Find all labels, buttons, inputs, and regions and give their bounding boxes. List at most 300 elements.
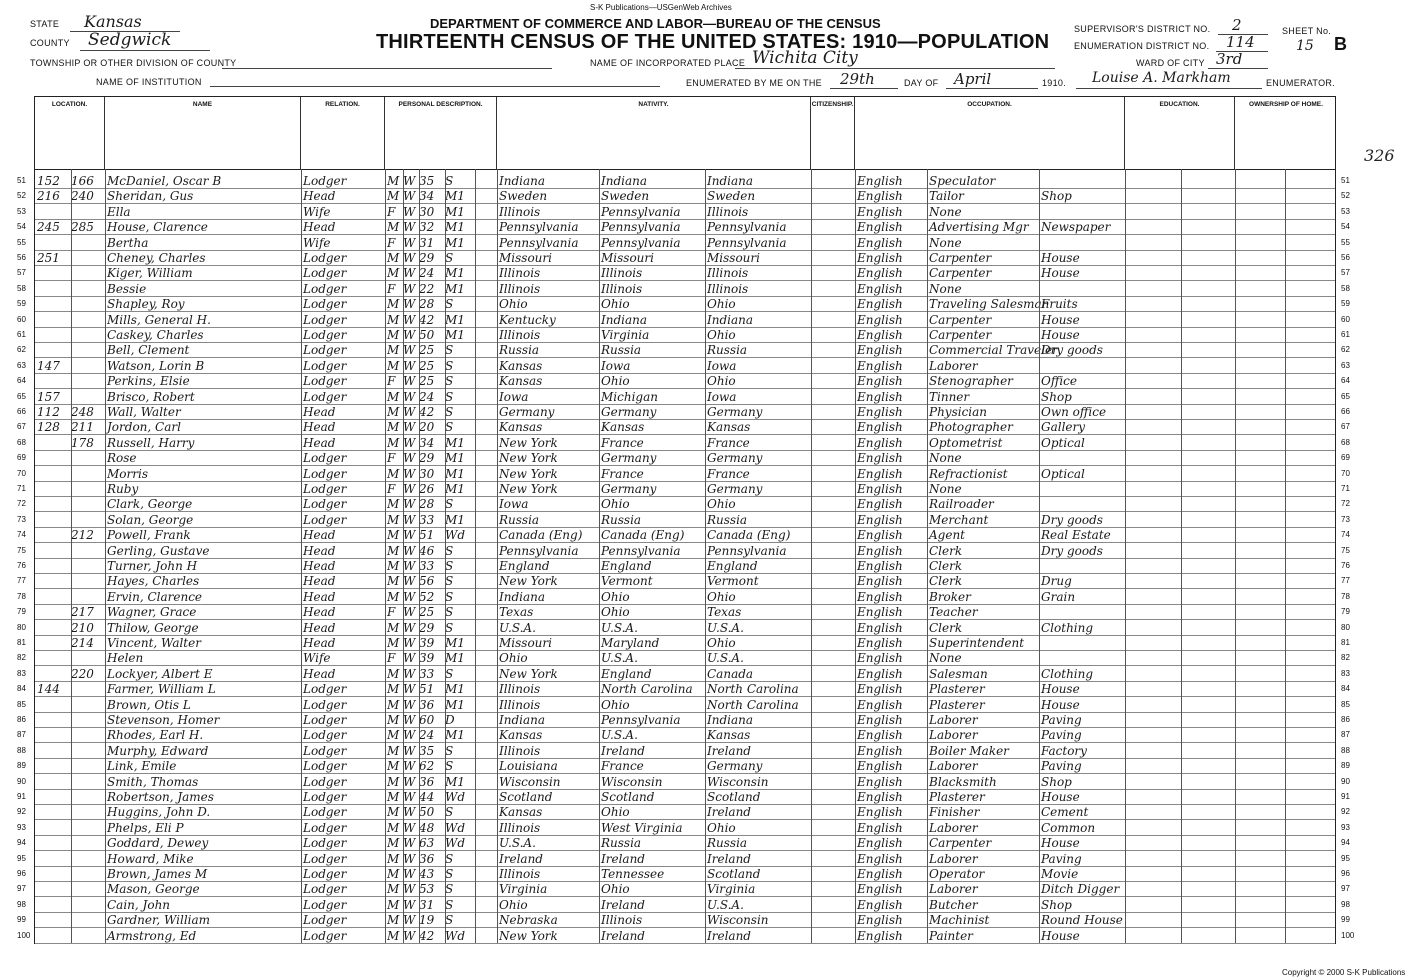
cell-sex: M [387,312,400,327]
cell-mpob: Virginia [707,882,756,897]
line-number-right: 99 [1341,915,1350,925]
cell-pob: Sweden [499,189,548,204]
cell-occ: Clerk [929,559,963,573]
footer-copyright: Copyright © 2000 S-K Publications [1282,968,1406,977]
cell-mpob: North Carolina [707,697,799,712]
line-number-left: 92 [17,807,26,817]
enumerator-label: ENUMERATOR. [1266,78,1335,88]
line-number-right: 74 [1341,530,1350,540]
cell-pob: Russia [499,512,540,527]
cell-name: Helen [107,651,144,666]
cell-ind: Own office [1041,405,1107,419]
line-number-left: 59 [17,299,26,309]
cell-ms: S [445,174,454,188]
cell-rel: Head [303,420,336,435]
cell-sex: M [387,174,400,188]
grid-vline [599,169,600,943]
cell-pob: Kansas [499,374,543,389]
cell-pob: Indiana [499,589,546,604]
cell-name: Vincent, Walter [107,636,201,650]
cell-occ: Railroader [929,497,994,512]
cell-age: 51 [419,528,435,543]
line-number-left: 75 [17,545,26,555]
cell-sex: M [387,435,400,450]
cell-rel: Lodger [303,713,347,727]
cell-race: W [403,820,416,835]
cell-age: 36 [419,851,435,866]
cell-ind: House [1041,266,1080,281]
cell-age: 42 [419,405,435,419]
line-number-left: 64 [17,376,26,386]
cell-occ: Superintendent [929,636,1025,650]
line-number-left: 85 [17,699,26,709]
cell-fpob: Ireland [601,743,645,758]
cell-mpob: Ohio [707,297,736,312]
cell-lang: English [857,559,903,573]
cell-name: Kiger, William [107,266,193,281]
cell-age: 43 [419,867,435,881]
supervisor-value: 2 [1232,16,1242,34]
cell-fpob: Ohio [601,882,630,897]
line-number-right: 63 [1341,360,1350,370]
line-number-right: 59 [1341,299,1350,309]
cell-name: Armstrong, Ed [107,928,197,943]
cell-fpob: France [601,466,644,481]
line-number-left: 84 [17,684,26,694]
cell-occ: Salesman [929,666,988,681]
cell-age: 36 [419,697,435,712]
cell-race: W [403,451,416,466]
cell-name: House, Clarence [107,220,208,235]
cell-fpob: U.S.A. [601,620,638,635]
cell-race: W [403,266,416,281]
month-value: April [954,70,992,88]
cell-ms: D [445,713,455,727]
cell-fam: 212 [71,528,94,543]
cell-race: W [403,389,416,404]
cell-age: 42 [419,312,435,327]
cell-name: Farmer, William L [107,682,216,697]
cell-age: 50 [419,328,435,342]
cell-name: Shapley, Roy [107,297,185,312]
cell-age: 35 [419,174,435,188]
line-number-left: 61 [17,330,26,339]
cell-rel: Lodger [303,312,347,327]
cell-age: 50 [419,805,435,820]
cell-ms: S [445,559,454,573]
cell-rel: Wife [303,235,331,250]
line-number-left: 52 [17,191,26,201]
cell-ind: Optical [1041,435,1085,450]
cell-mpob: France [707,466,750,481]
cell-lang: English [857,882,903,897]
cell-age: 24 [419,728,435,743]
cell-ms: S [445,897,454,912]
line-number-right: 92 [1341,807,1350,817]
cell-age: 36 [419,774,435,789]
ward-value: 3rd [1216,50,1243,68]
cell-occ: Clerk [929,620,963,635]
enumerator-value: Louise A. Markham [1092,70,1231,86]
cell-age: 39 [419,651,435,666]
cell-name: Russell, Harry [107,435,195,450]
cell-fpob: Sweden [601,189,650,204]
grid-vline [385,169,386,943]
cell-pob: New York [499,574,558,589]
cell-ind: Clothing [1041,620,1094,635]
cell-ms: M1 [445,220,465,235]
cell-occ: None [929,451,962,466]
cell-mpob: Indiana [707,174,754,188]
line-number-right: 62 [1341,345,1350,355]
cell-ind: Shop [1041,897,1072,912]
cell-name: Clark, George [107,497,193,512]
sheet-value: 15 [1296,38,1314,54]
grid-vline [71,169,72,943]
cell-rel: Lodger [303,374,347,389]
cell-name: Morris [107,466,148,481]
line-number-right: 79 [1341,607,1350,617]
source-banner: S-K Publications—USGenWeb Archives [590,3,732,12]
cell-name: Watson, Lorin B [107,358,205,373]
cell-ind: House [1041,928,1080,943]
cell-race: W [403,928,416,943]
cell-fpob: Ohio [601,374,630,389]
cell-mpob: Illinois [707,204,749,219]
cell-rel: Lodger [303,774,347,789]
cell-ms: M1 [445,512,465,527]
cell-fam: 211 [71,420,94,435]
cell-occ: Plasterer [929,682,985,697]
cell-lang: English [857,343,903,358]
cell-age: 28 [419,297,435,312]
cell-ms: S [445,805,454,820]
cell-sex: M [387,589,400,604]
cell-ind: House [1041,312,1080,327]
cell-sex: M [387,528,400,543]
cell-name: Wagner, Grace [107,605,197,620]
cell-pob: Ohio [499,651,528,666]
cell-sex: M [387,420,400,435]
cell-pob: Illinois [499,281,541,296]
cell-sex: M [387,774,400,789]
cell-lang: English [857,836,903,851]
cell-ind: Shop [1041,389,1072,404]
county-label: COUNTY [30,38,70,48]
stamp-number: 326 [1364,146,1395,165]
cell-fpob: England [601,559,652,573]
cell-ms: M1 [445,451,465,466]
cell-ind: Dry goods [1041,543,1103,558]
cell-occ: Commercial Traveler [929,343,1058,358]
grid-vline [419,169,420,943]
cell-ind: Dry goods [1041,512,1103,527]
cell-lang: English [857,251,903,265]
cell-fpob: Canada (Eng) [601,528,685,543]
line-number-left: 63 [17,360,26,370]
line-number-left: 87 [17,730,26,740]
cell-ms: S [445,251,454,265]
cell-race: W [403,328,416,342]
cell-race: W [403,512,416,527]
cell-rel: Head [303,220,336,235]
cell-fam: 210 [71,620,94,635]
line-number-right: 68 [1341,437,1350,447]
cell-pob: Pennsylvania [499,235,579,250]
cell-ind: Office [1041,374,1077,389]
cell-fpob: Illinois [601,913,643,928]
cell-name: Lockyer, Albert E [107,666,213,681]
cell-lang: English [857,913,903,928]
cell-name: Huggins, John D. [107,805,211,820]
cell-age: 42 [419,928,435,943]
cell-pob: New York [499,482,558,496]
cell-sex: M [387,913,400,928]
enum-district-value: 114 [1226,33,1255,51]
cell-fpob: Ohio [601,605,630,620]
cell-dw: 128 [37,420,60,435]
cell-rel: Lodger [303,174,347,188]
cell-name: Link, Emile [107,759,177,774]
cell-pob: Ohio [499,297,528,312]
cell-pob: Canada (Eng) [499,528,583,543]
cell-pob: Pennsylvania [499,220,579,235]
cell-ms: Wd [445,528,466,543]
cell-dw: 152 [37,174,60,188]
cell-fpob: Russia [601,836,642,851]
cell-occ: Photographer [929,420,1013,435]
cell-sex: M [387,867,400,881]
cell-lang: English [857,297,903,312]
cell-name: Powell, Frank [107,528,191,543]
line-number-right: 72 [1341,499,1350,509]
cell-occ: Clerk [929,574,963,589]
cell-ind: Real Estate [1041,528,1111,543]
cell-race: W [403,836,416,851]
cell-mpob: Missouri [707,251,760,265]
cell-lang: English [857,728,903,743]
cell-occ: Laborer [929,358,978,373]
day-value: 29th [840,70,875,88]
line-number-right: 94 [1341,838,1350,848]
line-number-left: 58 [17,283,26,293]
cell-mpob: England [707,559,758,573]
line-number-left: 81 [17,638,26,647]
institution-label: NAME OF INSTITUTION [96,77,202,87]
cell-ind: House [1041,790,1080,804]
cell-race: W [403,220,416,235]
cell-occ: Broker [929,589,971,604]
cell-ms: S [445,405,454,419]
cell-pob: Virginia [499,882,548,897]
cell-ind: Grain [1041,589,1076,604]
cell-fpob: West Virginia [601,820,683,835]
cell-pob: Illinois [499,820,541,835]
cell-occ: Tinner [929,389,970,404]
cell-race: W [403,589,416,604]
cell-mpob: Illinois [707,266,749,281]
cell-age: 34 [419,189,435,204]
grid-vline [1125,169,1126,943]
cell-rel: Lodger [303,389,347,404]
cell-ms: S [445,743,454,758]
cell-mpob: Ohio [707,328,736,342]
cell-sex: F [387,204,396,219]
cell-name: Cain, John [107,897,171,912]
cell-occ: Painter [929,928,973,943]
line-number-right: 80 [1341,622,1350,632]
cell-rel: Lodger [303,928,347,943]
cell-mpob: Scotland [707,867,761,881]
cell-name: Brisco, Robert [107,389,195,404]
line-number-left: 78 [17,591,26,601]
cell-race: W [403,682,416,697]
line-number-right: 54 [1341,222,1350,232]
cell-rel: Head [303,636,336,650]
cell-race: W [403,605,416,620]
cell-occ: Speculator [929,174,996,188]
cell-ms: S [445,867,454,881]
cell-ms: M1 [445,482,465,496]
cell-lang: English [857,451,903,466]
cell-lang: English [857,805,903,820]
cell-occ: Stenographer [929,374,1013,389]
line-number-right: 64 [1341,376,1350,386]
line-number-right: 83 [1341,668,1350,678]
cell-occ: Tailor [929,189,964,204]
cell-ind: Cement [1041,805,1089,820]
cell-fpob: Tennessee [601,867,665,881]
cell-ind: Newspaper [1041,220,1111,235]
cell-lang: English [857,697,903,712]
line-number-left: 83 [17,668,26,678]
cell-lang: English [857,512,903,527]
cell-age: 30 [419,204,435,219]
cell-fpob: England [601,666,652,681]
cell-race: W [403,482,416,496]
cell-lang: English [857,790,903,804]
cell-fpob: Germany [601,451,657,466]
cell-sex: M [387,297,400,312]
cell-age: 29 [419,451,435,466]
cell-pob: Missouri [499,636,552,650]
line-number-left: 93 [17,822,26,832]
cell-rel: Lodger [303,497,347,512]
cell-mpob: Sweden [707,189,756,204]
cell-race: W [403,312,416,327]
line-number-right: 75 [1341,545,1350,555]
cell-sex: F [387,281,396,296]
line-number-right: 96 [1341,869,1350,878]
cell-ind: House [1041,836,1080,851]
cell-occ: Blacksmith [929,774,997,789]
cell-pob: Illinois [499,682,541,697]
cell-sex: M [387,189,400,204]
cell-mpob: Ohio [707,374,736,389]
cell-fpob: Pennsylvania [601,543,681,558]
cell-ind: Paving [1041,759,1082,774]
cell-ms: S [445,497,454,512]
cell-rel: Lodger [303,882,347,897]
cell-lang: English [857,435,903,450]
cell-race: W [403,651,416,666]
cell-name: Sheridan, Gus [107,189,194,204]
cell-name: Turner, John H [107,559,198,573]
cell-sex: M [387,389,400,404]
cell-lang: English [857,220,903,235]
cell-fpob: France [601,759,644,774]
cell-mpob: Wisconsin [707,774,769,789]
cell-fpob: Virginia [601,328,650,342]
cell-race: W [403,297,416,312]
cell-ms: S [445,913,454,928]
day-of-label: DAY OF [904,78,939,88]
cell-name: Brown, Otis L [107,697,191,712]
cell-race: W [403,851,416,866]
line-number-right: 61 [1341,330,1350,339]
cell-name: Gardner, William [107,913,211,928]
cell-race: W [403,189,416,204]
cell-occ: Carpenter [929,328,992,342]
cell-name: Bell, Clement [107,343,190,358]
line-number-left: 77 [17,576,26,586]
cell-age: 52 [419,589,435,604]
cell-ms: Wd [445,820,466,835]
cell-name: Ella [107,204,131,219]
cell-pob: Illinois [499,743,541,758]
cell-sex: M [387,805,400,820]
cell-fpob: Ohio [601,497,630,512]
cell-pob: Iowa [499,497,529,512]
cell-occ: Laborer [929,759,978,774]
cell-fpob: Wisconsin [601,774,663,789]
cell-age: 28 [419,497,435,512]
cell-pob: Wisconsin [499,774,561,789]
cell-rel: Head [303,435,336,450]
cell-ind: Paving [1041,851,1082,866]
line-number-right: 87 [1341,730,1350,740]
line-number-left: 65 [17,391,26,401]
cell-rel: Lodger [303,836,347,851]
cell-pob: Pennsylvania [499,543,579,558]
cell-rel: Lodger [303,897,347,912]
cell-fam: 166 [71,174,94,188]
line-number-left: 62 [17,345,26,355]
grid-vline [855,169,856,943]
cell-age: 48 [419,820,435,835]
cell-fpob: Vermont [601,574,653,589]
line-number-left: 82 [17,653,26,663]
cell-ms: S [445,851,454,866]
cell-sex: F [387,374,396,389]
cell-lang: English [857,574,903,589]
cell-rel: Head [303,574,336,589]
cell-occ: Physician [929,405,988,419]
cell-name: Smith, Thomas [107,774,199,789]
cell-pob: Illinois [499,867,541,881]
cell-age: 51 [419,682,435,697]
cell-name: Ruby [107,482,139,496]
cell-ind: Movie [1041,867,1079,881]
line-number-right: 57 [1341,268,1350,278]
line-number-right: 91 [1341,792,1350,801]
cell-fpob: Pennsylvania [601,713,681,727]
line-number-right: 100 [1341,930,1355,940]
line-number-left: 73 [17,514,26,524]
cell-mpob: Scotland [707,790,761,804]
cell-race: W [403,882,416,897]
cell-rel: Lodger [303,728,347,743]
